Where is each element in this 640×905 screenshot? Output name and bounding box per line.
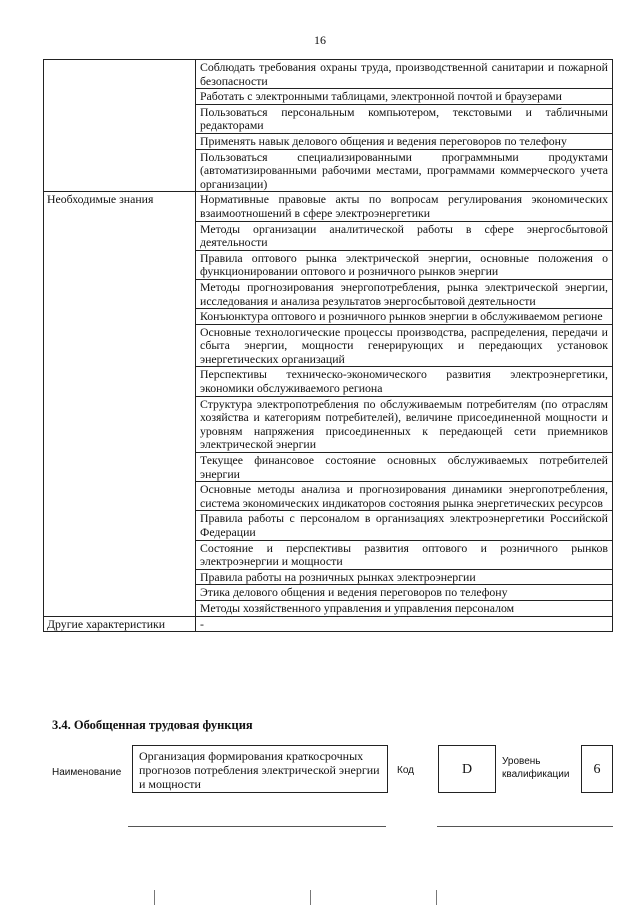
row-item: Работать с электронными таблицами, электронной почтой и браузерами <box>196 89 613 105</box>
table-row <box>44 616 613 632</box>
name-label: Наименование <box>52 767 122 778</box>
row-label: Другие характеристики <box>44 616 196 632</box>
row-label <box>44 60 196 192</box>
knowledge-table <box>43 59 613 632</box>
table-row <box>44 192 613 221</box>
row-item: Применять навык делового общения и ведения переговоров по телефону <box>196 133 613 149</box>
row-label: Необходимые знания <box>44 192 196 616</box>
row-item: Правила работы с персоналом в организациях электроэнергетики Российской Федерации <box>196 511 613 540</box>
code-label: Код <box>397 765 415 776</box>
margin-mark <box>310 890 311 905</box>
row-item: Перспективы техническо-экономического развития электроэнергетики, экономики обслуживаемого региона <box>196 367 613 396</box>
row-item: Конъюнктура оптового и розничного рынков энергии в обслуживаемом регионе <box>196 309 613 325</box>
page-number: 16 <box>314 33 326 47</box>
level-value: 6 <box>581 745 613 793</box>
row-item: Структура электропотребления по обслуживаемым потребителям (по отраслям хозяйства и категориям потребителей), величине присоединенной мощности и уровням напряжения присоединенных к передающей сети приемников электрической энергии <box>196 396 613 452</box>
row-item: Пользоваться специализированными программными продуктами (автоматизированными рабочими местами, программами коммерческого учета организации) <box>196 149 613 192</box>
row-item: Основные методы анализа и прогнозирования динамики энергопотребления, система экономических индикаторов состояния рынка энергетических ресурсов <box>196 482 613 511</box>
underline <box>437 826 613 827</box>
margin-mark <box>154 890 155 905</box>
margin-mark <box>436 890 437 905</box>
row-item: Методы организации аналитической работы в сфере энергосбытовой деятельности <box>196 221 613 250</box>
row-item: Методы прогнозирования энергопотребления, рынка электрической энергии, исследования и анализа результатов энергосбытовой деятельности <box>196 279 613 308</box>
underline <box>128 826 386 827</box>
code-value: D <box>438 745 496 793</box>
function-row <box>52 745 617 800</box>
row-item: Нормативные правовые акты по вопросам регулирования экономических взаимоотношений в сфере электроэнергетики <box>196 192 613 221</box>
level-label: Уровень квалификации <box>502 756 570 780</box>
row-item: Правила работы на розничных рынках электроэнергии <box>196 569 613 585</box>
row-item: Соблюдать требования охраны труда, производственной санитарии и пожарной безопасности <box>196 60 613 89</box>
row-item: Правила оптового рынка электрической энергии, основные положения о функционировании оптового и розничного рынков энергии <box>196 250 613 279</box>
row-item: Состояние и перспективы развития оптового и розничного рынков электроэнергии и мощности <box>196 540 613 569</box>
row-item: Методы хозяйственного управления и управления персоналом <box>196 600 613 616</box>
row-item: Основные технологические процессы производства, распределения, передачи и сбыта энергии, мощности генерирующих и передающих установок энергетических организаций <box>196 324 613 367</box>
table-row <box>44 60 613 89</box>
function-name: Организация формирования краткосрочных прогнозов потребления электрической энергии и мощности <box>132 745 388 793</box>
section-title: 3.4. Обобщенная трудовая функция <box>52 718 253 732</box>
row-item: Текущее финансовое состояние основных обслуживаемых потребителей энергии <box>196 453 613 482</box>
row-item: - <box>196 616 613 632</box>
row-item: Пользоваться персональным компьютером, текстовыми и табличными редакторами <box>196 104 613 133</box>
row-item: Этика делового общения и ведения переговоров по телефону <box>196 585 613 601</box>
